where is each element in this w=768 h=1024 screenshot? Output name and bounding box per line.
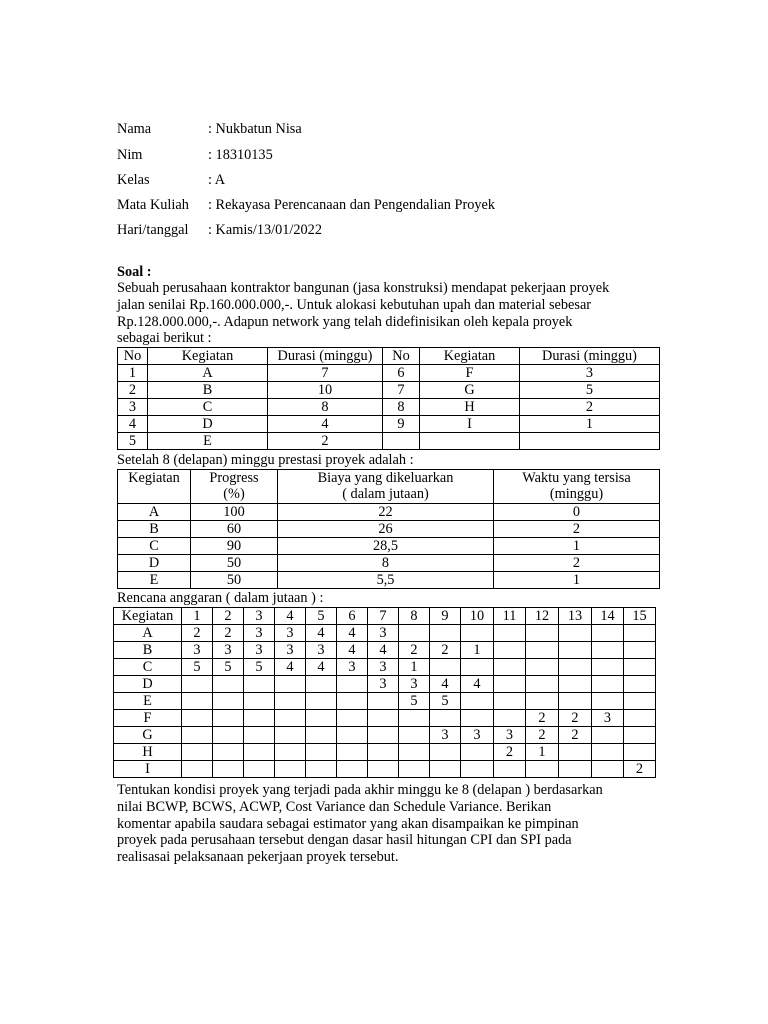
table-cell: 2 <box>118 382 148 399</box>
table-cell <box>337 693 368 710</box>
table-cell <box>494 693 526 710</box>
table-cell: I <box>114 761 182 778</box>
table-cell: 3 <box>244 625 275 642</box>
table-cell <box>306 761 337 778</box>
progress-table <box>117 469 660 589</box>
table-cell <box>182 710 213 727</box>
table-cell: D <box>114 676 182 693</box>
table-cell <box>368 744 399 761</box>
col-week: 4 <box>275 608 306 625</box>
table-cell: 1 <box>399 659 430 676</box>
table-cell <box>430 659 461 676</box>
table-cell <box>399 761 430 778</box>
question-heading: Soal : <box>117 264 152 280</box>
table-cell <box>559 693 592 710</box>
table-cell: 2 <box>494 744 526 761</box>
table-cell: 4 <box>368 642 399 659</box>
table-cell <box>624 727 656 744</box>
table-cell: 1 <box>461 642 494 659</box>
table-cell: 4 <box>118 416 148 433</box>
table-cell: 3 <box>275 642 306 659</box>
task-line: Tentukan kondisi proyek yang terjadi pada akhir minggu ke 8 (delapan ) berdasarkan <box>117 782 603 798</box>
table-cell: H <box>114 744 182 761</box>
table-cell <box>337 761 368 778</box>
table-cell <box>275 710 306 727</box>
table-cell: 10 <box>268 382 383 399</box>
col-kegiatan: Kegiatan <box>148 348 268 365</box>
table-cell: B <box>148 382 268 399</box>
table-cell <box>244 744 275 761</box>
table-cell: 3 <box>592 710 624 727</box>
col-kegiatan: Kegiatan <box>420 348 520 365</box>
table-cell <box>368 727 399 744</box>
table-cell: 1 <box>520 416 660 433</box>
table-cell: 50 <box>191 555 278 572</box>
table-cell: A <box>118 504 191 521</box>
table-cell <box>244 710 275 727</box>
table-cell: 2 <box>494 555 660 572</box>
table-cell: 3 <box>461 727 494 744</box>
table-cell: 26 <box>278 521 494 538</box>
table-cell: 3 <box>368 625 399 642</box>
course-label: Mata Kuliah <box>117 197 189 213</box>
table-cell <box>337 710 368 727</box>
table-cell <box>430 744 461 761</box>
table-cell: 28,5 <box>278 538 494 555</box>
table-row <box>114 727 656 744</box>
table-cell <box>461 744 494 761</box>
table-cell: 3 <box>430 727 461 744</box>
table-cell: 7 <box>268 365 383 382</box>
table-cell: I <box>420 416 520 433</box>
table-cell: A <box>114 625 182 642</box>
table-cell: 3 <box>182 642 213 659</box>
table-cell <box>526 761 559 778</box>
table-cell <box>494 625 526 642</box>
table-cell: G <box>420 382 520 399</box>
table-cell: 4 <box>337 625 368 642</box>
table-cell <box>559 642 592 659</box>
table-cell <box>592 642 624 659</box>
table-cell <box>430 710 461 727</box>
table-cell: 4 <box>268 416 383 433</box>
table-cell <box>624 693 656 710</box>
table-cell: F <box>420 365 520 382</box>
table-row <box>118 572 660 589</box>
task-line: proyek pada perusahaan tersebut dengan dasar hasil hitungan CPI dan SPI pada <box>117 832 572 849</box>
table-cell: 2 <box>520 399 660 416</box>
table-row <box>118 382 660 399</box>
table-cell: 2 <box>430 642 461 659</box>
table-cell <box>213 676 244 693</box>
table-cell <box>559 659 592 676</box>
table-cell: 9 <box>383 416 420 433</box>
table-cell: 2 <box>526 727 559 744</box>
table-cell <box>244 693 275 710</box>
table-cell <box>494 676 526 693</box>
col-waktu: Waktu yang tersisa (minggu) <box>494 470 660 504</box>
table-cell: 4 <box>337 642 368 659</box>
intro-line: Rp.128.000.000,-. Adapun network yang telah didefinisikan oleh kepala proyek <box>117 313 573 330</box>
table-cell <box>213 693 244 710</box>
col-week: 11 <box>494 608 526 625</box>
col-durasi: Durasi (minggu) <box>268 348 383 365</box>
col-no: No <box>118 348 148 365</box>
task-line: nilai BCWP, BCWS, ACWP, Cost Variance dan Schedule Variance. Berikan <box>117 798 552 815</box>
table-cell <box>592 744 624 761</box>
table-cell <box>399 744 430 761</box>
table-row <box>118 538 660 555</box>
table-cell: 5 <box>430 693 461 710</box>
col-week: 5 <box>306 608 337 625</box>
table-cell: 6 <box>383 365 420 382</box>
table-cell <box>520 433 660 450</box>
table-cell: 4 <box>306 625 337 642</box>
table-cell: B <box>114 642 182 659</box>
table-cell: 2 <box>526 710 559 727</box>
table-cell <box>624 625 656 642</box>
question-task <box>117 782 651 866</box>
table-cell: E <box>148 433 268 450</box>
task-line: komentar apabila saudara sebagai estimator yang akan disampaikan ke pimpinan <box>117 815 579 832</box>
table-header-row <box>118 470 660 504</box>
table-cell: 22 <box>278 504 494 521</box>
col-biaya: Biaya yang dikeluarkan ( dalam jutaan) <box>278 470 494 504</box>
table-cell <box>368 761 399 778</box>
network-table <box>117 347 660 450</box>
table-cell <box>624 744 656 761</box>
table-header-row <box>114 608 656 625</box>
table-cell <box>526 642 559 659</box>
table-cell: 3 <box>213 642 244 659</box>
table-cell: H <box>420 399 520 416</box>
table-row <box>118 504 660 521</box>
table-cell: 2 <box>559 727 592 744</box>
table-cell <box>592 676 624 693</box>
table-cell: 5 <box>244 659 275 676</box>
table-cell <box>494 642 526 659</box>
col-week: 12 <box>526 608 559 625</box>
table-cell <box>526 659 559 676</box>
table-cell: G <box>114 727 182 744</box>
kelas-value: : A <box>208 172 226 188</box>
table-cell: 3 <box>275 625 306 642</box>
table-cell: 3 <box>368 676 399 693</box>
table-cell: 7 <box>383 382 420 399</box>
col-progress: Progress (%) <box>191 470 278 504</box>
date-label: Hari/tanggal <box>117 222 189 238</box>
table-cell: D <box>118 555 191 572</box>
intro-line: sebagai berikut : <box>117 330 212 347</box>
table-cell <box>592 659 624 676</box>
table-cell: 3 <box>494 727 526 744</box>
table-cell: 5,5 <box>278 572 494 589</box>
table-cell: 4 <box>306 659 337 676</box>
table-cell <box>383 433 420 450</box>
table-cell: 2 <box>268 433 383 450</box>
table-cell <box>182 727 213 744</box>
table-row <box>114 710 656 727</box>
table-cell: 1 <box>494 538 660 555</box>
table-cell: 5 <box>182 659 213 676</box>
col-week: 3 <box>244 608 275 625</box>
table-cell: 5 <box>520 382 660 399</box>
table-cell <box>337 744 368 761</box>
col-kegiatan: Kegiatan <box>114 608 182 625</box>
table-cell <box>494 761 526 778</box>
table-cell <box>624 642 656 659</box>
table-cell: 0 <box>494 504 660 521</box>
table-cell: 3 <box>399 676 430 693</box>
table-cell <box>559 744 592 761</box>
table-cell <box>624 676 656 693</box>
table-cell: F <box>114 710 182 727</box>
table-cell: 1 <box>118 365 148 382</box>
table-cell: C <box>118 538 191 555</box>
table-cell <box>526 676 559 693</box>
table-cell <box>592 761 624 778</box>
table-cell <box>275 761 306 778</box>
table-cell <box>526 693 559 710</box>
col-week: 10 <box>461 608 494 625</box>
table-cell <box>275 676 306 693</box>
course-value: : Rekayasa Perencanaan dan Pengendalian Proyek <box>208 197 496 213</box>
table-cell <box>461 693 494 710</box>
name-value: : Nukbatun Nisa <box>208 121 302 137</box>
intro-line: Sebuah perusahaan kontraktor bangunan (jasa konstruksi) mendapat pekerjaan proyek <box>117 280 610 296</box>
table-cell <box>244 727 275 744</box>
table-row <box>118 555 660 572</box>
table-cell: 3 <box>368 659 399 676</box>
table-cell: 100 <box>191 504 278 521</box>
table-cell: C <box>114 659 182 676</box>
budget-caption: Rencana anggaran ( dalam jutaan ) : <box>117 590 324 606</box>
table-row <box>114 744 656 761</box>
table-cell <box>213 761 244 778</box>
table-cell <box>275 693 306 710</box>
table-header-row <box>118 348 660 365</box>
table-cell: E <box>114 693 182 710</box>
table-cell <box>559 761 592 778</box>
table-cell: B <box>118 521 191 538</box>
table-cell <box>213 710 244 727</box>
table-cell: 8 <box>278 555 494 572</box>
table-cell <box>399 625 430 642</box>
col-durasi: Durasi (minggu) <box>520 348 660 365</box>
table-cell <box>275 744 306 761</box>
table-cell <box>526 625 559 642</box>
task-line: realisasai pelaksanaan pekerjaan proyek tersebut. <box>117 849 399 866</box>
col-no: No <box>383 348 420 365</box>
table-cell <box>592 693 624 710</box>
table-cell <box>182 761 213 778</box>
table-cell <box>213 744 244 761</box>
table-cell: 3 <box>337 659 368 676</box>
col-week: 9 <box>430 608 461 625</box>
table-cell <box>306 693 337 710</box>
col-week: 1 <box>182 608 213 625</box>
table-cell: 4 <box>275 659 306 676</box>
table-cell <box>182 693 213 710</box>
table-cell: 3 <box>118 399 148 416</box>
table-cell: 1 <box>494 572 660 589</box>
table-row <box>118 521 660 538</box>
col-week: 15 <box>624 608 656 625</box>
table-cell <box>592 727 624 744</box>
table-cell <box>337 727 368 744</box>
table-cell: 2 <box>399 642 430 659</box>
col-kegiatan: Kegiatan <box>118 470 191 504</box>
table-cell <box>244 761 275 778</box>
table-cell <box>461 710 494 727</box>
table-cell <box>461 761 494 778</box>
table-cell <box>430 625 461 642</box>
table-cell: 2 <box>559 710 592 727</box>
question-intro <box>117 280 651 347</box>
table-cell: 2 <box>494 521 660 538</box>
col-week: 14 <box>592 608 624 625</box>
table-cell <box>624 710 656 727</box>
table-cell <box>592 625 624 642</box>
col-week: 7 <box>368 608 399 625</box>
table-row <box>114 659 656 676</box>
table-row <box>118 399 660 416</box>
table-cell: 3 <box>520 365 660 382</box>
table-cell <box>430 761 461 778</box>
table-cell <box>624 659 656 676</box>
table-cell: 2 <box>213 625 244 642</box>
kelas-label: Kelas <box>117 172 150 188</box>
table-cell: 50 <box>191 572 278 589</box>
table-cell: 2 <box>624 761 656 778</box>
table-row <box>114 693 656 710</box>
table-row <box>114 625 656 642</box>
table-cell <box>182 744 213 761</box>
table-row <box>114 676 656 693</box>
table-cell <box>306 727 337 744</box>
table-cell <box>399 727 430 744</box>
table-cell: 8 <box>268 399 383 416</box>
table-cell: 90 <box>191 538 278 555</box>
table-cell <box>306 744 337 761</box>
table-cell: A <box>148 365 268 382</box>
table-cell <box>275 727 306 744</box>
col-week: 13 <box>559 608 592 625</box>
table-cell <box>559 625 592 642</box>
table-cell: 5 <box>213 659 244 676</box>
table-row <box>118 365 660 382</box>
table-cell <box>420 433 520 450</box>
table-cell <box>306 710 337 727</box>
table-cell <box>244 676 275 693</box>
table-row <box>114 761 656 778</box>
table-row <box>118 433 660 450</box>
table-row <box>114 642 656 659</box>
budget-table <box>113 607 656 778</box>
table-cell: 3 <box>244 642 275 659</box>
table-cell <box>461 625 494 642</box>
col-week: 8 <box>399 608 430 625</box>
table-cell <box>306 676 337 693</box>
table-cell <box>461 659 494 676</box>
table-cell: 1 <box>526 744 559 761</box>
date-value: : Kamis/13/01/2022 <box>208 222 322 238</box>
table-cell <box>494 659 526 676</box>
name-label: Nama <box>117 121 152 137</box>
table-cell <box>368 693 399 710</box>
table-cell: 5 <box>399 693 430 710</box>
table-cell: 60 <box>191 521 278 538</box>
table-cell: C <box>148 399 268 416</box>
table-cell <box>368 710 399 727</box>
table-cell: 4 <box>461 676 494 693</box>
nim-value: : 18310135 <box>208 147 273 163</box>
table-cell <box>494 710 526 727</box>
table-cell: 4 <box>430 676 461 693</box>
table-cell <box>182 676 213 693</box>
table-cell: 8 <box>383 399 420 416</box>
table-cell <box>559 676 592 693</box>
nim-label: Nim <box>117 147 143 163</box>
table-cell <box>399 710 430 727</box>
progress-caption: Setelah 8 (delapan) minggu prestasi proyek adalah : <box>117 452 414 468</box>
table-cell: 3 <box>306 642 337 659</box>
table-cell: 2 <box>182 625 213 642</box>
col-week: 2 <box>213 608 244 625</box>
table-cell: D <box>148 416 268 433</box>
table-cell: E <box>118 572 191 589</box>
col-week: 6 <box>337 608 368 625</box>
table-cell: 5 <box>118 433 148 450</box>
table-row <box>118 416 660 433</box>
table-cell <box>213 727 244 744</box>
intro-line: jalan senilai Rp.160.000.000,-. Untuk alokasi kebutuhan upah dan material sebesar <box>117 296 592 313</box>
table-cell <box>337 676 368 693</box>
